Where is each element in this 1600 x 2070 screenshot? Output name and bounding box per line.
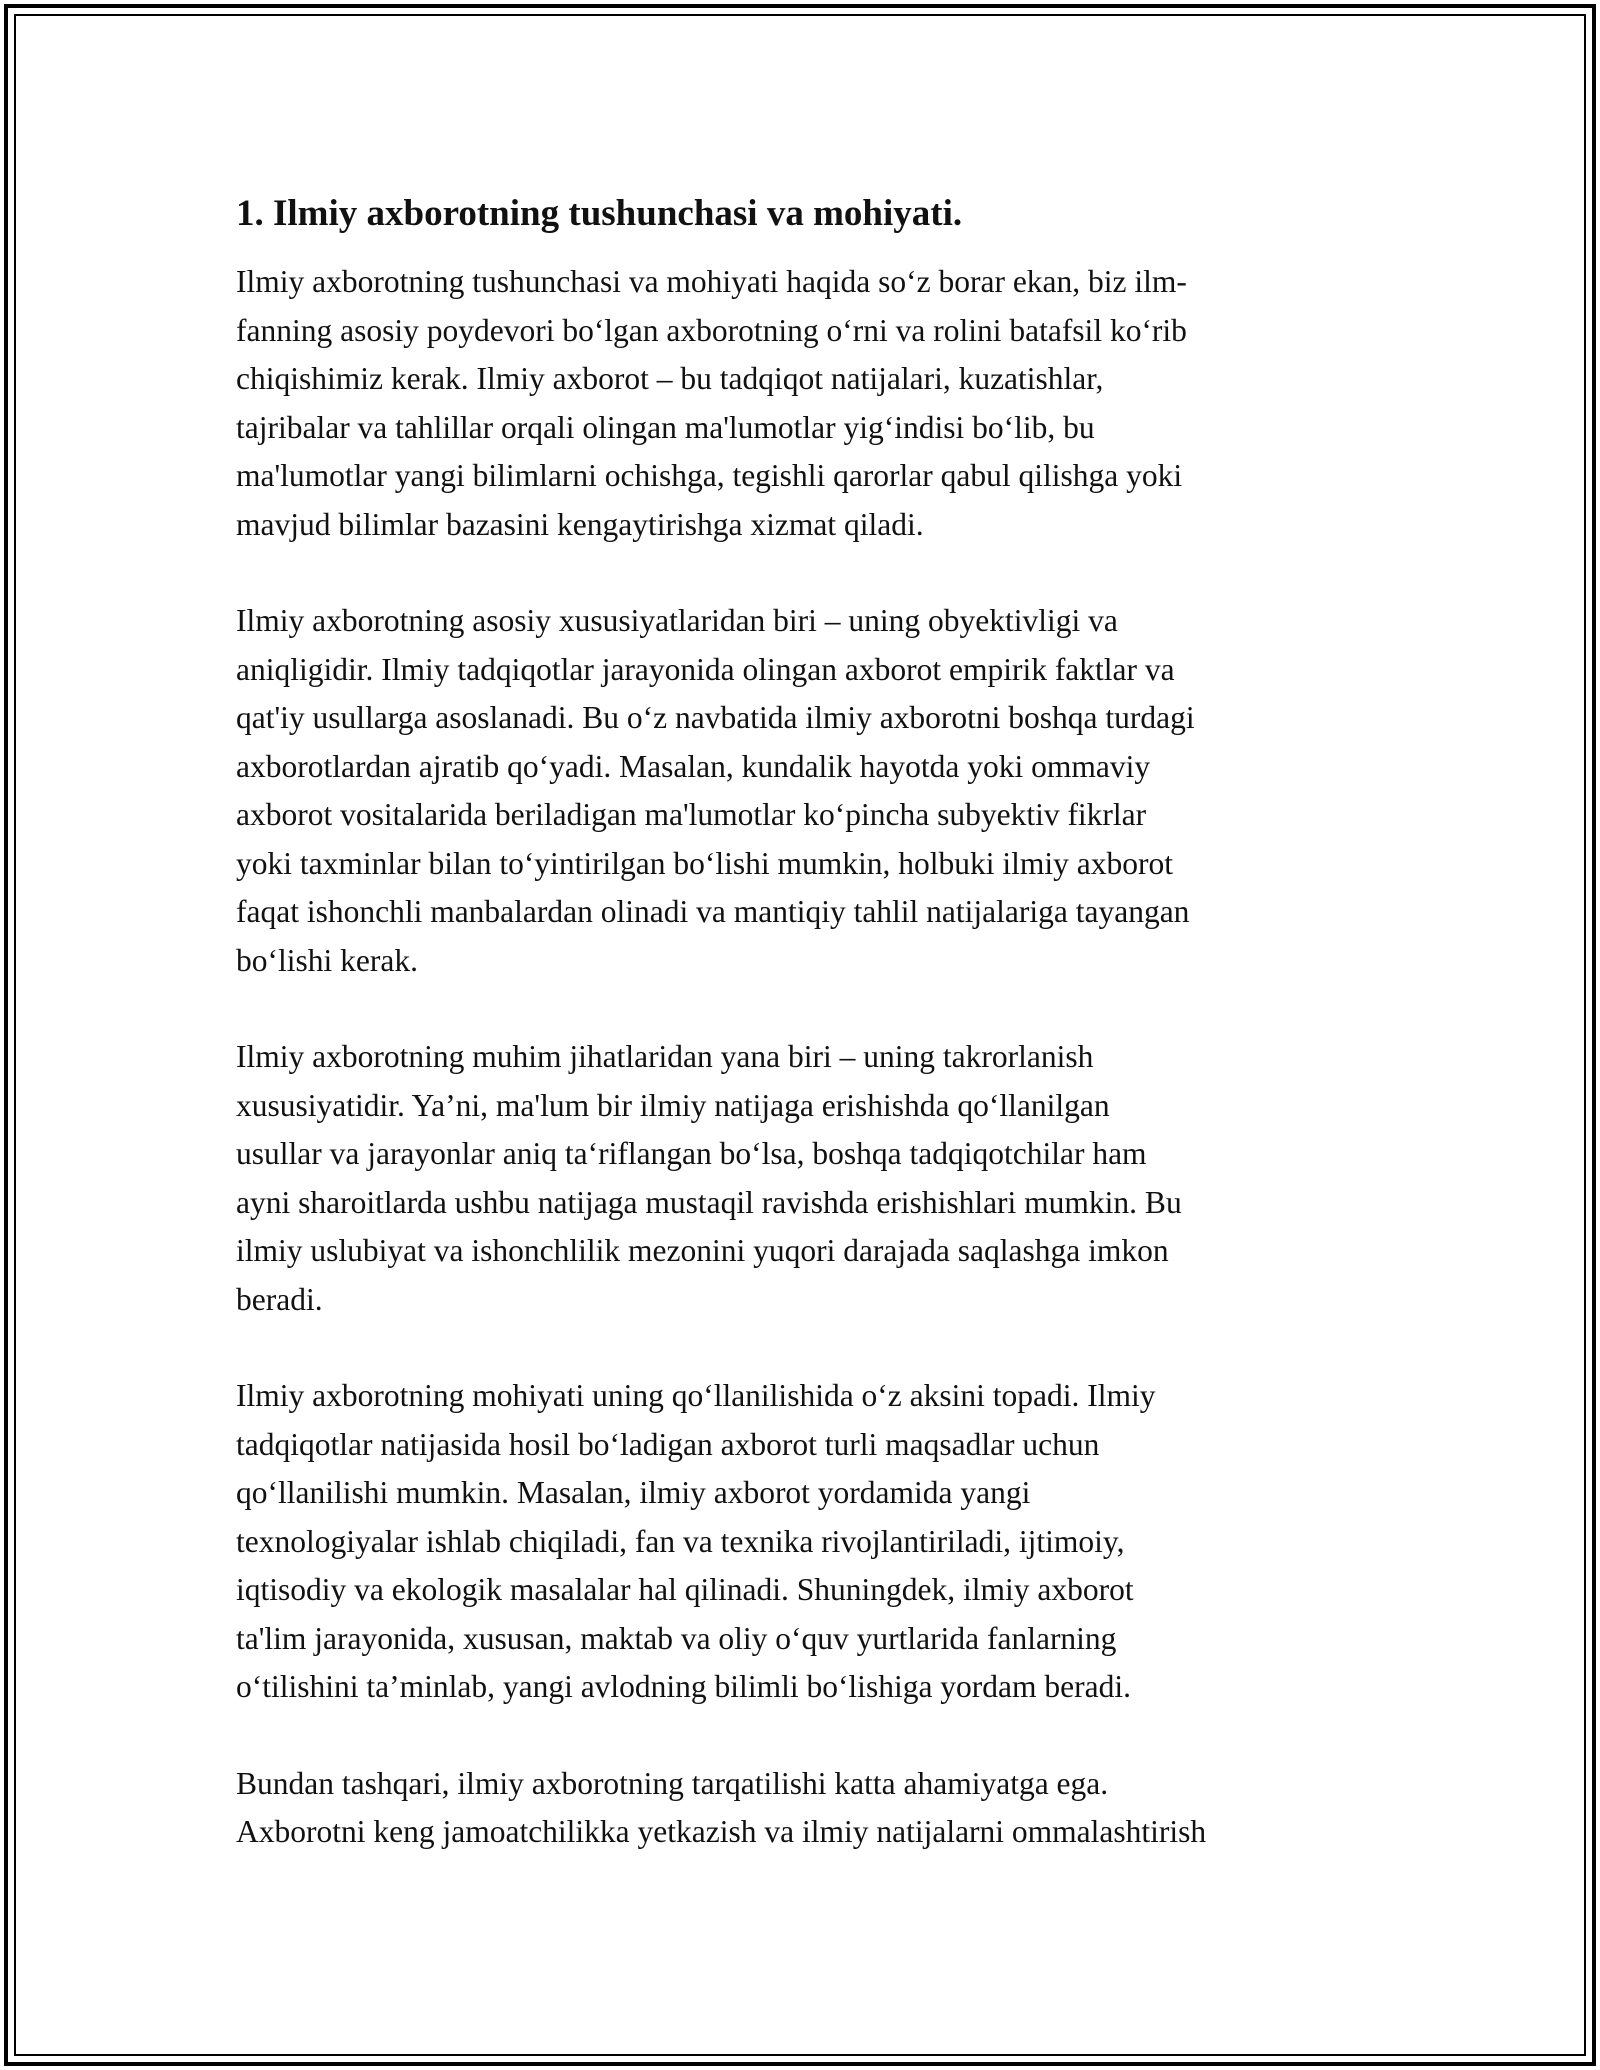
body-paragraph xyxy=(236,1033,1386,1324)
text-line: tadqiqotlar natijasida hosil bo‘ladigan axborot turli maqsadlar uchun xyxy=(236,1426,1100,1462)
text-line: mavjud bilimlar bazasini kengaytirishga xizmat qiladi. xyxy=(236,506,924,542)
paragraphs xyxy=(236,258,1386,1857)
text-line: Ilmiy axborotning asosiy xususiyatlaridan biri – uning obyektivligi va xyxy=(236,603,1118,638)
text-line: yoki taxminlar bilan to‘yintirilgan bo‘lishi mumkin, holbuki ilmiy axborot xyxy=(236,845,1174,881)
text-line: bo‘lishi kerak. xyxy=(236,942,418,978)
text-line: fanning asosiy poydevori bo‘lgan axborotning o‘rni va rolini batafsil ko‘rib xyxy=(236,312,1187,348)
text-line: usullar va jarayonlar aniq ta‘riflangan bo‘lsa, boshqa tadqiqotchilar ham xyxy=(236,1136,1147,1171)
text-line: ayni sharoitlarda ushbu natijaga mustaqil ravishda erishishlari mumkin. Bu xyxy=(236,1184,1182,1220)
section-heading: 1. Ilmiy axborotning tushunchasi va mohiyati. xyxy=(236,193,963,234)
text-line: aniqligidir. Ilmiy tadqiqotlar jarayonida olingan axborot empirik faktlar va xyxy=(236,651,1175,687)
text-line: texnologiyalar ishlab chiqiladi, fan va texnika rivojlantiriladi, ijtimoiy, xyxy=(236,1523,1125,1559)
text-line: Bundan tashqari, ilmiy axborotning tarqatilishi katta ahamiyatga ega. xyxy=(236,1765,1109,1801)
text-line: xususiyatidir. Ya’ni, ma'lum bir ilmiy natijaga erishishda qo‘llanilgan xyxy=(236,1087,1110,1123)
body-paragraph xyxy=(236,1372,1386,1712)
text-line: ta'lim jarayonida, xususan, maktab va oliy o‘quv yurtlarida fanlarning xyxy=(236,1620,1117,1656)
body-paragraph xyxy=(236,258,1386,549)
text-line: Axborotni keng jamoatchilikka yetkazish va ilmiy natijalarni ommalashtirish xyxy=(236,1814,1207,1849)
text-line: ma'lumotlar yangi bilimlarni ochishga, tegishli qarorlar qabul qilishga yoki xyxy=(236,458,1183,493)
text-line: Ilmiy axborotning tushunchasi va mohiyati haqida so‘z borar ekan, biz ilm- xyxy=(236,264,1187,299)
text-line: faqat ishonchli manbalardan olinadi va mantiqiy tahlil natijalariga tayangan xyxy=(236,894,1190,929)
text-line: axborot vositalarida beriladigan ma'lumotlar ko‘pincha subyektiv fikrlar xyxy=(236,797,1147,832)
text-line: Ilmiy axborotning muhim jihatlaridan yana biri – uning takrorlanish xyxy=(236,1039,1094,1074)
document-content xyxy=(236,188,1386,1905)
text-line: axborotlardan ajratib qo‘yadi. Masalan, kundalik hayotda yoki ommaviy xyxy=(236,748,1151,784)
text-line: iqtisodiy va ekologik masalalar hal qilinadi. Shuningdek, ilmiy axborot xyxy=(236,1572,1134,1607)
text-line: o‘tilishini ta’minlab, yangi avlodning bilimli bo‘lishiga yordam beradi. xyxy=(236,1669,1131,1704)
text-line: tajribalar va tahlillar orqali olingan ma'lumotlar yig‘indisi bo‘lib, bu xyxy=(236,409,1095,445)
body-paragraph xyxy=(236,597,1386,985)
text-line: qo‘llanilishi mumkin. Masalan, ilmiy axborot yordamida yangi xyxy=(236,1475,1031,1510)
text-line: Ilmiy axborotning mohiyati uning qo‘llanilishida o‘z aksini topadi. Ilmiy xyxy=(236,1378,1156,1413)
text-line: qat'iy usullarga asoslanadi. Bu o‘z navbatida ilmiy axborotni boshqa turdagi xyxy=(236,700,1195,735)
body-paragraph xyxy=(236,1760,1386,1857)
text-line: beradi. xyxy=(236,1281,323,1317)
text-line: ilmiy uslubiyat va ishonchlilik mezonini yuqori darajada saqlashga imkon xyxy=(236,1233,1169,1268)
text-line: chiqishimiz kerak. Ilmiy axborot – bu tadqiqot natijalari, kuzatishlar, xyxy=(236,361,1104,396)
